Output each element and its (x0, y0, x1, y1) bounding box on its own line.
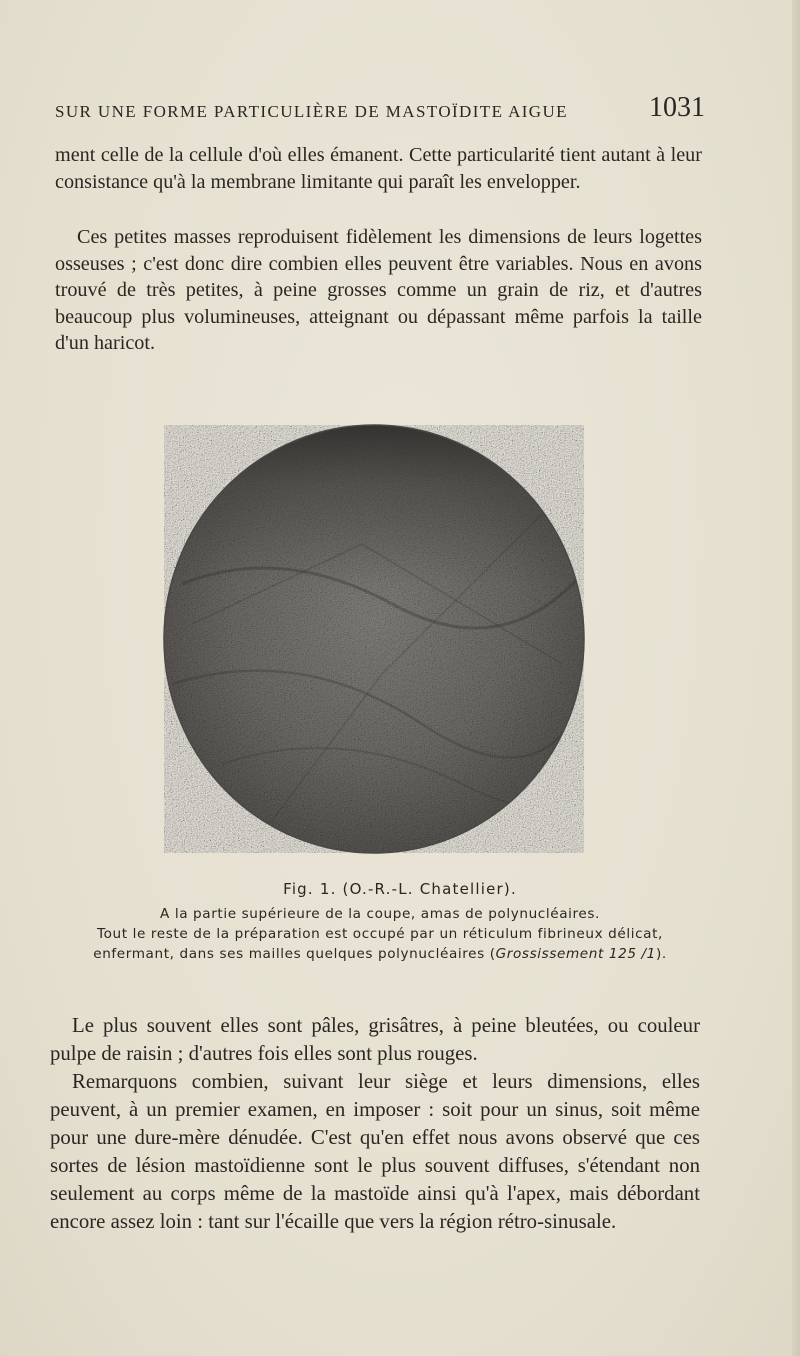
paragraph-colour: Le plus souvent elles sont pâles, grisâtres, à peine bleutées, ou couleur pulpe de raisin ; d'autres fois elles sont plus rouges. (50, 1014, 700, 1065)
paragraph-dimensions: Ces petites masses reproduisent fidèlement les dimensions de leurs logettes osseuses ; c'est donc dire combien elles peuvent être variables. Nous en avons trouvé de très petites, à peine grosses comme un grain de riz, et d'autres beaucoup plus volumineuses, atteignant ou dépassant même parfois la taille d'un haricot. (55, 226, 702, 354)
figure-caption-body (60, 904, 700, 964)
caption-line-2: Tout le reste de la préparation est occupé par un réticulum fibrineux délicat, enfermant, dans ses mailles quelques polynucléaires ( (93, 926, 663, 962)
body-text-lower (50, 1012, 700, 1236)
caption-line-2-end: ). (655, 946, 667, 962)
micrograph-figure (162, 424, 586, 854)
page-edge-shadow (792, 0, 800, 1356)
running-title: SUR UNE FORME PARTICULIÈRE DE MASTOÏDITE AIGUE (55, 102, 568, 121)
figure-caption-title: Fig. 1. (O.-R.-L. Chatellier). (283, 880, 517, 898)
caption-magnification: Grossissement 125 /1 (495, 946, 656, 962)
micrograph-image (162, 424, 586, 854)
paragraph-continued: ment celle de la cellule d'où elles émanent. Cette particularité tient autant à leur consistance qu'à la membrane limitante qui paraît les envelopper. (55, 144, 702, 193)
paragraph-remarquons: Remarquons combien, suivant leur siège et leurs dimensions, elles peuvent, à un premier examen, en imposer : soit pour un sinus, soit même pour une dure-mère dénudée. C'est qu'en effet nous avons observé que ces sortes de lésion mastoïdienne sont le plus souvent diffuses, s'étendant non seulement au corps même de la mastoïde ainsi qu'à l'apex, mais débordant encore assez loin : tant sur l'écaille que vers la région rétro-sinusale. (50, 1070, 700, 1233)
page-number: 1031 (649, 92, 705, 123)
caption-line-1: A la partie supérieure de la coupe, amas de polynucléaires. (160, 906, 600, 922)
page-header (55, 92, 705, 128)
